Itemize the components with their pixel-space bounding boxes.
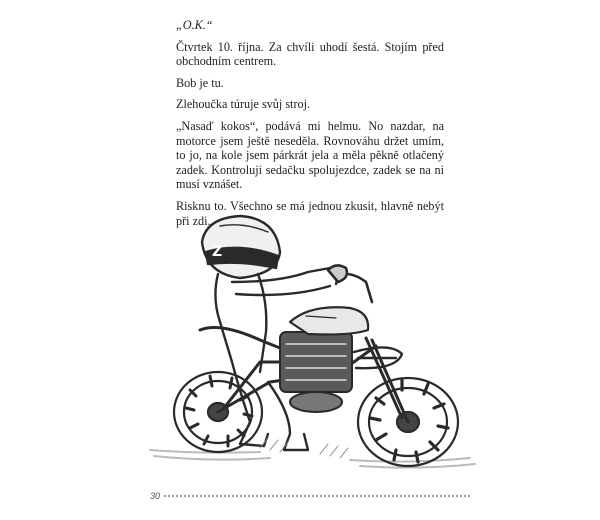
- paragraph-4: Zlehoučka túruje svůj stroj.: [176, 97, 311, 112]
- body-text: [176, 18, 444, 235]
- fuel-tank: [290, 307, 368, 334]
- dotted-rule: [164, 495, 470, 497]
- paragraph-3: Bob je tu.: [176, 75, 224, 90]
- handlebar: [328, 265, 372, 302]
- page-number: 30: [150, 491, 161, 501]
- paragraph-6: Risknu to. Všechno se má jednou zkusit, hlavně nebýt při zdi.: [176, 198, 444, 228]
- shadow-hatching: [260, 438, 348, 458]
- motorcycle-rider-illustration: [140, 212, 480, 482]
- paragraph-1: „O.K.“: [176, 18, 213, 32]
- svg-text:Z: Z: [212, 244, 223, 260]
- paragraph-5: „Nasaď kokos“, podává mi helmu. No nazdar, na motorce jsem ještě neseděla. Rovnováhu držet umím, to jo, na kole jsem párkrát jela a měla pěkně otlačený zadek. Kontroluji sedačku spolujezdce, zadek se na ni musí vznášet.: [176, 118, 444, 192]
- paragraph-2: Čtvrtek 10. října. Za chvíli uhodí šestá. Stojím před obchodním centrem.: [176, 39, 444, 69]
- engine: [280, 332, 352, 412]
- helmet: [202, 216, 280, 278]
- page-footer: [150, 489, 470, 503]
